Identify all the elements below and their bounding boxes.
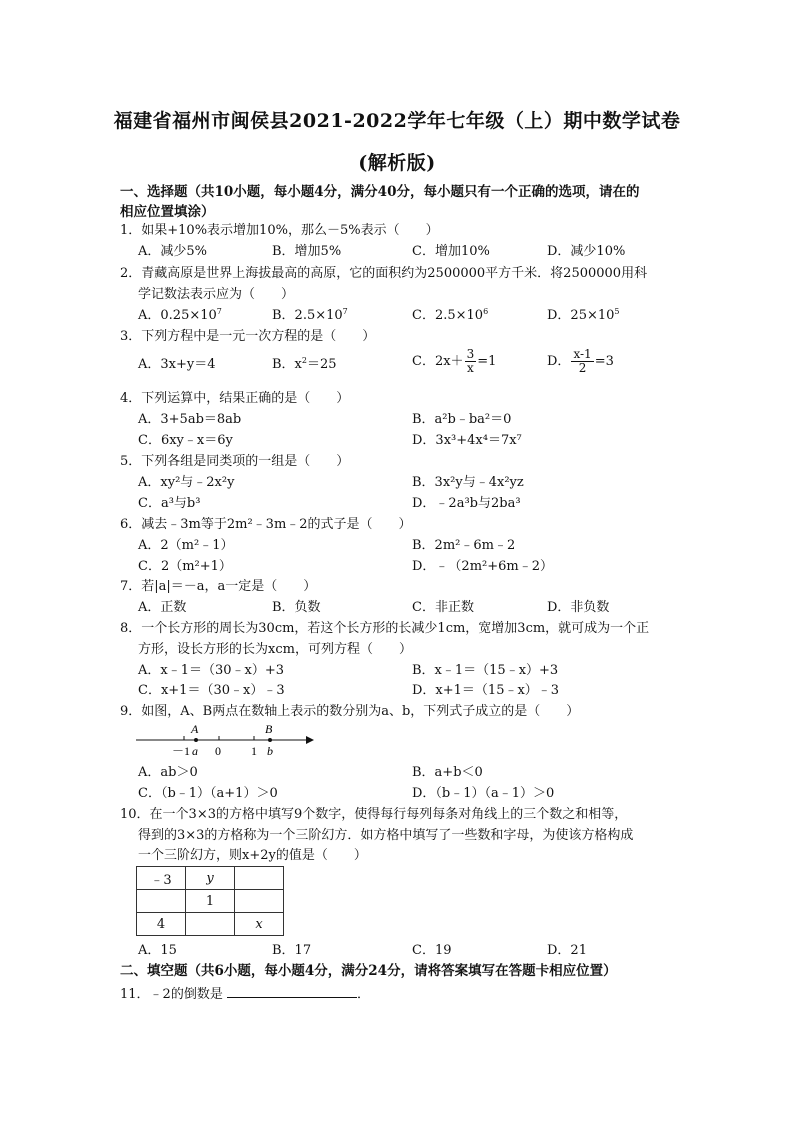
- q3-option-c: C．2x＋ $\frac{3}{x}$ =1: [412, 347, 497, 375]
- label-B: B: [265, 722, 273, 736]
- label-one: 1: [251, 744, 257, 758]
- q8-option-c: C．x+1＝（30﹣x）﹣3: [138, 683, 285, 698]
- q8-option-a: A．x﹣1＝（30﹣x）+3: [138, 663, 285, 678]
- q4-option-d: D．3x³+4x⁴＝7x⁷: [412, 433, 522, 448]
- question-9: 9．如图，A、B两点在数轴上表示的数分别为a、b，下列式子成立的是（ ）: [120, 704, 580, 719]
- question-10-cont2: 一个三阶幻方，则x+2y的值是（ ）: [138, 848, 367, 863]
- q4-option-b: B．a²b﹣ba²＝0: [412, 412, 512, 427]
- grid-cell: [137, 890, 186, 913]
- q1-option-b: B．增加5%: [272, 244, 342, 259]
- question-5: 5．下列各组是同类项的一组是（ ）: [120, 454, 350, 469]
- grid-row: [137, 913, 284, 936]
- q9-option-a: A．ab＞0: [138, 765, 198, 780]
- point-b: [268, 738, 272, 742]
- label-b: b: [267, 744, 273, 758]
- q7-option-c: C．非正数: [412, 600, 474, 615]
- question-10-cont: 得到的3×3的方格称为一个三阶幻方．如方格中填写了一些数和字母，为使该方格构成: [138, 828, 634, 843]
- q2-option-a: A．$0.25\times 10^7$: [138, 307, 222, 323]
- section2-heading: 二、填空题（共6小题，每小题4分，满分24分，请将答案填写在答题卡相应位置）: [120, 963, 617, 979]
- question-10: 10．在一个3×3的方格中填写9个数字，使得每行每列每条对角线上的三个数之和相等，: [120, 807, 628, 822]
- grid-row: [137, 890, 284, 913]
- q10-option-c: C．19: [412, 943, 452, 958]
- magic-square-grid: [136, 866, 284, 936]
- grid-cell: 4: [137, 913, 186, 936]
- q9-option-c: C．（b﹣1）（a+1）＞0: [138, 786, 278, 801]
- label-a: a: [192, 744, 198, 758]
- section1-heading: 一、选择题（共10小题，每小题4分，满分40分，每小题只有一个正确的选项，请在的: [120, 184, 640, 200]
- q10-option-a: A．15: [138, 943, 177, 958]
- section1-heading-cont: 相应位置填涂）: [120, 204, 215, 220]
- q5-option-a: A．xy²与﹣2x²y: [138, 475, 235, 490]
- q10-option-d: D．21: [547, 943, 587, 958]
- question-2: 2．青藏高原是世界上海拔最高的高原，它的面积约为2500000平方千米．将2500000用科: [120, 266, 648, 281]
- q3-option-d: D． $\frac{x-1}{2}$ =3: [547, 347, 614, 375]
- label-minus-one: －1: [172, 744, 191, 758]
- grid-cell: x: [235, 913, 284, 936]
- grid-cell: ﹣3: [137, 867, 186, 890]
- question-2-cont: 学记数法表示应为（ ）: [138, 287, 295, 302]
- q6-option-c: C．2（m²+1）: [138, 559, 232, 574]
- q7-option-a: A．正数: [138, 600, 187, 615]
- grid-cell: [235, 867, 284, 890]
- grid-row: [137, 867, 284, 890]
- question-11-end: ．: [356, 987, 370, 1002]
- grid-cell: 1: [186, 890, 235, 913]
- q8-option-b: B．x﹣1＝（15﹣x）+3: [412, 663, 559, 678]
- q10-option-b: B．17: [272, 943, 312, 958]
- grid-cell: [186, 913, 235, 936]
- question-8-cont: 方形，设长方形的长为xcm，可列方程（ ）: [138, 642, 412, 657]
- exam-title: 福建省福州市闽侯县2021-2022学年七年级（上）期中数学试卷: [113, 110, 681, 132]
- q6-option-b: B．2m²﹣6m﹣2: [412, 538, 516, 553]
- q1-option-d: D．减少10%: [547, 244, 626, 259]
- q5-option-d: D．﹣2a³b与2ba³: [412, 496, 521, 511]
- q9-option-d: D．（b﹣1）（a﹣1）＞0: [412, 786, 555, 801]
- q1-option-a: A．减少5%: [138, 244, 208, 259]
- q5-option-b: B．3x²y与﹣4x²yz: [412, 475, 524, 490]
- q6-option-a: A．2（m²﹣1）: [138, 538, 234, 553]
- question-6: 6．减去﹣3m等于2m²﹣3m﹣2的式子是（ ）: [120, 517, 412, 532]
- q7-option-d: D．非负数: [547, 600, 610, 615]
- q5-option-c: C．a³与b³: [138, 496, 201, 511]
- question-4: 4．下列运算中，结果正确的是（ ）: [120, 391, 350, 406]
- q2-option-d: D．$25\times 10^5$: [547, 307, 620, 323]
- q2-option-b: B．$2.5\times 10^7$: [272, 307, 348, 323]
- q7-option-b: B．负数: [272, 600, 321, 615]
- number-line-arrow-icon: [306, 736, 314, 744]
- question-1: 1．如果+10%表示增加10%，那么－5%表示（ ）: [120, 223, 439, 238]
- number-line-figure: [134, 722, 314, 762]
- question-11-text: 11．﹣2的倒数是: [120, 987, 223, 1002]
- q3-option-b: B．$x^2=25$: [272, 356, 337, 372]
- q6-option-d: D．﹣（2m²+6m﹣2）: [412, 559, 553, 574]
- grid-cell: [235, 890, 284, 913]
- question-11: [120, 985, 370, 1004]
- q1-option-c: C．增加10%: [412, 244, 490, 259]
- q9-option-b: B．a+b＜0: [412, 765, 483, 780]
- answer-blank[interactable]: [227, 985, 357, 998]
- label-zero: 0: [215, 744, 221, 758]
- grid-cell: y: [186, 867, 235, 890]
- exam-subtitle: (解析版): [358, 152, 436, 174]
- q2-option-c: C．$2.5\times 10^6$: [412, 307, 489, 323]
- question-8: 8．一个长方形的周长为30cm，若这个长方形的长减少1cm，宽增加3cm，就可成为一个正: [120, 621, 650, 636]
- question-3: 3．下列方程中是一元一次方程的是（ ）: [120, 329, 376, 344]
- point-a: [194, 738, 198, 742]
- q4-option-a: A．3+5ab＝8ab: [138, 412, 242, 427]
- q4-option-c: C．6xy﹣x＝6y: [138, 433, 233, 448]
- q8-option-d: D．x+1＝（15﹣x）﹣3: [412, 683, 560, 698]
- question-7: 7．若|a|＝－a，a一定是（ ）: [120, 579, 317, 594]
- q3-option-a: A．3x+y＝4: [138, 357, 216, 372]
- label-A: A: [191, 722, 199, 736]
